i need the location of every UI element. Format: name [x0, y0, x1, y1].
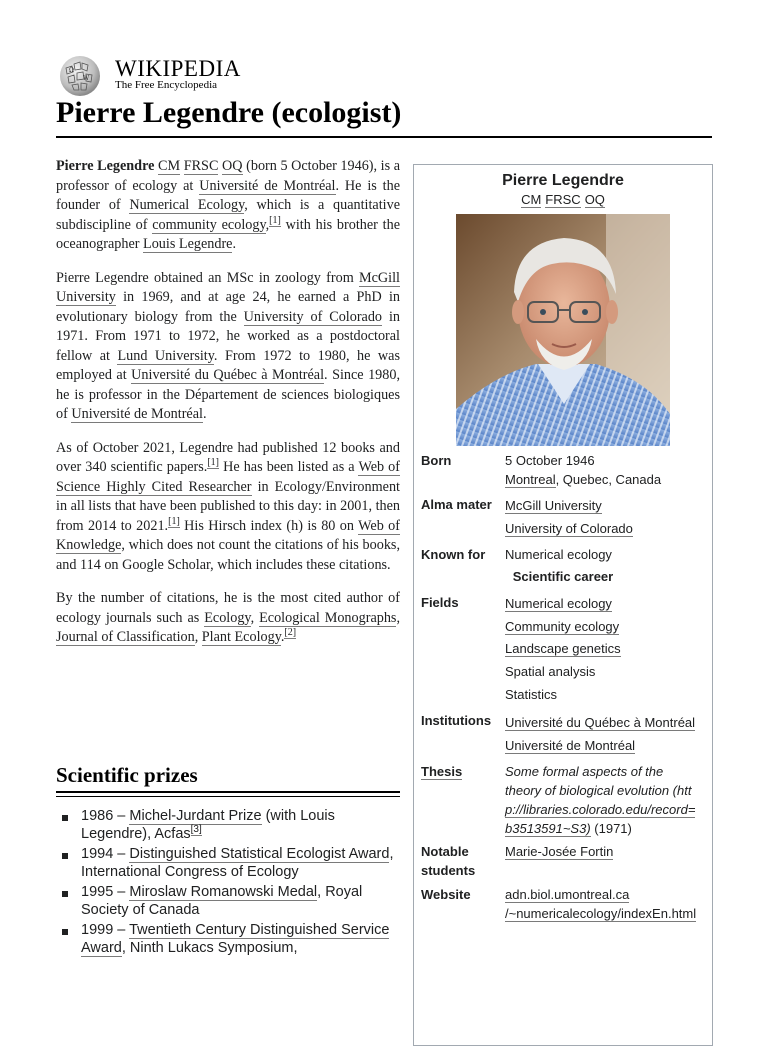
- link-university-of-colorado[interactable]: University of Colorado: [505, 520, 633, 536]
- section-divider: [56, 791, 400, 793]
- text: . He is the founder of: [56, 177, 400, 213]
- text: , Royal Society of Canada: [81, 884, 363, 918]
- text: 1995 –: [81, 884, 130, 900]
- link-louis-legendre[interactable]: Louis Legendre: [143, 236, 233, 252]
- thesis-title-line: theory of biological evolution (htt: [505, 783, 692, 798]
- link-highly-cited-researcher[interactable]: Web of Science Highly Cited Researcher: [56, 459, 401, 495]
- link-journal-of-classification[interactable]: Journal of Classification: [56, 629, 195, 645]
- link-field[interactable]: Community ecology: [505, 618, 620, 634]
- post-nominal-oq-link[interactable]: OQ: [584, 192, 605, 207]
- citations-paragraph: [56, 589, 400, 648]
- text: His Hirsch index (h) is 80 on: [179, 517, 359, 534]
- text: .: [280, 629, 285, 645]
- infobox-label-fields: Fields: [421, 595, 459, 610]
- link-university-of-colorado[interactable]: University of Colorado: [243, 308, 383, 325]
- citation-link[interactable]: [3]: [190, 823, 202, 835]
- text: .: [232, 236, 237, 252]
- thesis-year: (1971): [590, 821, 632, 836]
- list-item: [56, 846, 400, 881]
- infobox-value-fields: [505, 594, 621, 707]
- text: , Ninth Lukacs Symposium,: [121, 939, 298, 956]
- text: in Ecology/Environment in all lists that have been published to this day: in 2001, then from 2014 to 2021.: [56, 478, 400, 534]
- field-text: Statistics: [505, 686, 558, 702]
- text: , which does not count the citations of his books, and 114 on Google Scholar, which includes these citations.: [56, 537, 400, 573]
- infobox-label-born: Born: [421, 453, 452, 468]
- label-line: students: [421, 863, 476, 878]
- link-website[interactable]: /~numericalecology/indexEn.html: [505, 906, 697, 921]
- born-place: [505, 470, 661, 489]
- section-heading-scientific-prizes: Scientific prizes: [56, 763, 198, 787]
- portrait-photo[interactable]: [456, 214, 670, 446]
- citation-ref[interactable]: [269, 215, 281, 227]
- link-mcgill-university[interactable]: McGill University: [505, 498, 602, 513]
- site-header: [56, 52, 456, 98]
- link-prize[interactable]: Twentieth Century Distinguished Service Award: [81, 922, 390, 956]
- link-mcgill-university[interactable]: McGill University: [56, 269, 400, 305]
- citation-ref[interactable]: [191, 824, 202, 836]
- text: ,: [194, 629, 202, 645]
- post-nominal-cm-link[interactable]: CM: [158, 158, 181, 174]
- bullet: [62, 929, 68, 935]
- infobox-post-nominals: [414, 192, 712, 207]
- link-uqam[interactable]: Université du Québec à Montréal: [505, 715, 696, 730]
- infobox-label-notable-students: [421, 842, 475, 880]
- bullet: [62, 853, 68, 859]
- text: ,: [396, 609, 400, 626]
- bullet: [62, 891, 68, 897]
- post-nominal-oq-link[interactable]: OQ: [222, 158, 243, 174]
- text: ,: [250, 609, 260, 626]
- text: in 1969, and at age 24, he earned a PhD in evolutionary biology from the: [56, 289, 400, 325]
- text: Pierre Legendre obtained an MSc in zoology from: [56, 269, 360, 286]
- link-prize[interactable]: Michel-Jurdant Prize: [129, 808, 262, 824]
- article-body: [56, 157, 400, 662]
- link-thesis-label[interactable]: Thesis: [421, 764, 463, 779]
- text: 1986 –: [81, 808, 130, 824]
- infobox-label-known-for: Known for: [421, 547, 486, 562]
- citation-link[interactable]: [2]: [284, 627, 297, 639]
- education-paragraph: [56, 269, 400, 425]
- citation-ref[interactable]: [168, 516, 180, 528]
- post-nominal-frsc-link[interactable]: FRSC: [183, 158, 219, 174]
- link-universite-de-montreal[interactable]: Université de Montréal: [199, 177, 336, 194]
- link-universite-de-montreal[interactable]: Université de Montréal: [505, 737, 636, 753]
- infobox-label-website: Website: [421, 887, 471, 902]
- bullet: [62, 815, 68, 821]
- text: , International Congress of Ecology: [81, 846, 394, 880]
- title-divider: [56, 136, 712, 138]
- link-prize[interactable]: Distinguished Statistical Ecologist Award: [129, 846, 390, 862]
- link-ecology[interactable]: Ecology: [204, 609, 251, 626]
- link-website[interactable]: adn.biol.umontreal.ca: [505, 887, 630, 902]
- link-web-of-knowledge[interactable]: Web of Knowledge: [56, 517, 400, 553]
- infobox-label-thesis: [421, 762, 462, 781]
- link-universite-de-montreal-2[interactable]: Université de Montréal: [71, 406, 203, 422]
- text: He has been listed as a: [219, 459, 359, 475]
- post-nominal-cm-link[interactable]: CM: [521, 192, 542, 207]
- list-item: [56, 808, 400, 843]
- infobox-title: Pierre Legendre: [502, 172, 624, 189]
- text: (with Louis Legendre), Acfas: [81, 808, 335, 842]
- svg-text:W: W: [83, 75, 90, 82]
- link-prize[interactable]: Miroslaw Romanowski Medal: [129, 884, 318, 900]
- thesis-title-line: p://libraries.colorado.edu/record=: [505, 802, 696, 817]
- born-date: 5 October 1946: [505, 453, 595, 468]
- link-community-ecology[interactable]: community ecology: [152, 216, 266, 233]
- infobox-value-notable-students: [505, 842, 613, 861]
- svg-text:Ω: Ω: [69, 67, 74, 74]
- wikipedia-globe-icon[interactable]: [56, 54, 104, 98]
- post-nominal-frsc-link[interactable]: FRSC: [545, 192, 581, 207]
- text: , which is a quantitative subdiscipline of: [56, 197, 400, 233]
- link-lund-university[interactable]: Lund University: [117, 347, 214, 364]
- citation-link[interactable]: [1]: [269, 214, 281, 226]
- text: By the number of citations, he is the most cited author of ecology journals such as: [56, 590, 400, 626]
- citation-ref[interactable]: [284, 627, 296, 639]
- thesis-title-line: b3513591~S3): [505, 821, 591, 836]
- text: . Since 1980, he is professor in the Département de sciences biologiques of: [56, 367, 400, 422]
- thesis-title-line: Some formal aspects of the: [505, 764, 664, 779]
- prizes-list: [56, 808, 400, 960]
- field-text: Spatial analysis: [505, 664, 596, 680]
- text: 1999 –: [81, 922, 130, 938]
- link-field[interactable]: Landscape genetics: [505, 641, 621, 657]
- citation-ref[interactable]: [207, 457, 219, 469]
- link-numerical-ecology[interactable]: Numerical Ecology: [129, 197, 245, 213]
- publications-paragraph: [56, 439, 400, 576]
- link-uqam[interactable]: Université du Québec à Montréal: [131, 367, 325, 383]
- page-title: Pierre Legendre (ecologist): [56, 96, 402, 129]
- text: ,: [265, 216, 270, 233]
- wikipedia-tagline: The Free Encyclopedia: [115, 79, 218, 91]
- text: in 1971. From 1971 to 1972, he worked as a postdoctoral fellow at: [56, 308, 400, 364]
- infobox-value-institutions: [505, 713, 695, 758]
- infobox-section-scientific-career: Scientific career: [512, 569, 614, 584]
- link-plant-ecology[interactable]: Plant Ecology: [201, 629, 281, 645]
- section-divider: [56, 796, 400, 797]
- infobox: [413, 164, 713, 1046]
- link-thesis-record[interactable]: [505, 802, 695, 818]
- text: . From 1972 to 1980, he was employed at: [56, 347, 400, 383]
- infobox-value-alma-mater: [505, 496, 633, 541]
- list-item: [56, 884, 400, 919]
- text: (born 5 October 1946), is a professor of ecology at: [56, 158, 401, 194]
- intro-paragraph: [56, 157, 400, 255]
- link-montreal[interactable]: Montreal: [505, 472, 556, 487]
- infobox-label-institutions: Institutions: [421, 713, 492, 728]
- text: with his brother the oceanographer: [56, 216, 400, 252]
- text: 1994 –: [81, 846, 130, 862]
- wikipedia-wordmark[interactable]: WIKIPEDIA: [115, 56, 241, 81]
- link-thesis-record[interactable]: [505, 821, 591, 837]
- text: As of October 2021, Legendre had published 12 books and over 340 scientific papers.: [56, 439, 400, 475]
- infobox-value-thesis: [505, 762, 695, 838]
- link-marie-josee-fortin[interactable]: Marie-Josée Fortin: [505, 844, 614, 859]
- citation-link[interactable]: [1]: [207, 457, 219, 469]
- infobox-label-alma-mater: Alma mater: [421, 497, 492, 512]
- citation-link[interactable]: [1]: [168, 515, 180, 527]
- infobox-value-website: [505, 885, 696, 923]
- text: .: [202, 406, 207, 422]
- infobox-value-born: [505, 451, 661, 489]
- list-item: [56, 922, 400, 957]
- link-ecological-monographs[interactable]: Ecological Monographs: [259, 609, 397, 626]
- label-line: Notable: [421, 844, 469, 859]
- link-field[interactable]: Numerical ecology: [505, 596, 612, 611]
- subject-name: Pierre Legendre: [56, 158, 155, 174]
- infobox-value-known-for: Numerical ecology: [505, 547, 612, 562]
- text: , Quebec, Canada: [555, 472, 662, 487]
